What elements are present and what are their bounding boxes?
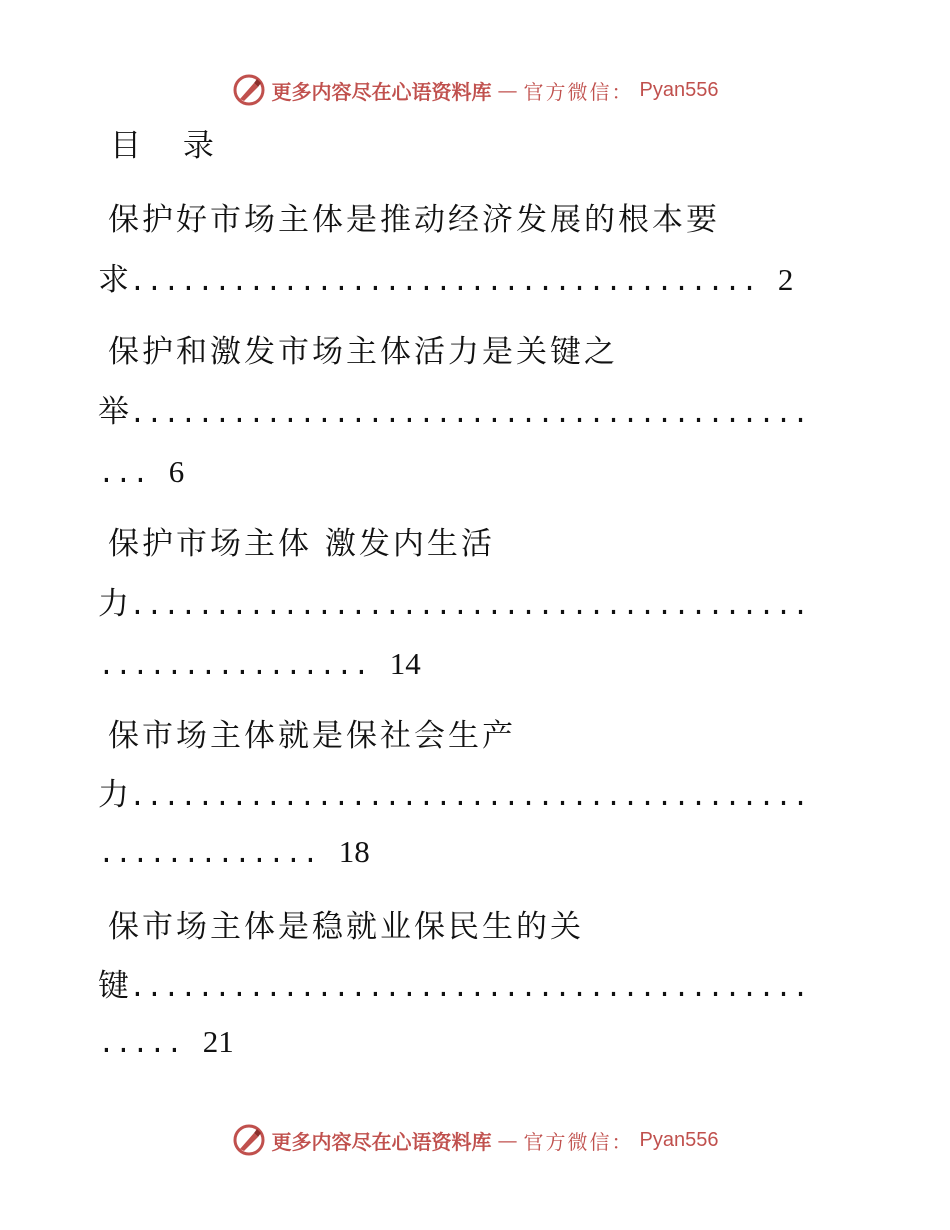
toc-entry-continuation <box>98 642 421 690</box>
toc-entry-last-char: 键 <box>98 968 129 1004</box>
leader-dots: ................ <box>98 652 371 683</box>
toc-entry-continuation <box>98 450 184 498</box>
toc-page-number: 21 <box>202 1024 234 1059</box>
watermark-main-text: 更多内容尽在心语资料库 <box>271 1129 492 1154</box>
toc-entry-leader <box>98 582 858 630</box>
toc-entry-heading: 保护市场主体 激发内生活 <box>108 526 495 562</box>
toc-page-number: 18 <box>338 834 370 869</box>
watermark-wechat-label: 官方微信： <box>523 1129 634 1154</box>
toc-entry-last-char: 求 <box>98 262 129 298</box>
toc-entry-last-char: 举 <box>98 394 129 430</box>
watermark-dash: — <box>497 78 518 102</box>
leader-dots: ........................................ <box>129 783 810 814</box>
watermark-main-text: 更多内容尽在心语资料库 <box>271 79 492 104</box>
toc-entry-leader <box>98 773 858 821</box>
toc-entry-last-char: 力 <box>98 777 129 813</box>
toc-entry-continuation <box>98 830 370 878</box>
watermark-header <box>0 70 950 110</box>
leader-dots: ..... <box>98 1030 184 1061</box>
toc-page-number: 2 <box>777 262 794 297</box>
leader-dots: ............. <box>98 840 320 871</box>
leader-dots: ........................................ <box>129 400 810 431</box>
watermark-footer <box>0 1120 950 1160</box>
toc-entry-heading: 保市场主体就是保社会生产 <box>108 718 516 754</box>
toc-entry-leader <box>98 390 858 438</box>
leader-dots: ... <box>98 460 150 491</box>
toc-entry-heading: 保市场主体是稳就业保民生的关 <box>108 909 584 945</box>
toc-entry-continuation <box>98 1020 234 1068</box>
leader-dots: ........................................ <box>129 974 810 1005</box>
toc-title: 目 录 <box>110 128 230 164</box>
leader-dots: ..................................... <box>129 268 759 299</box>
toc-page-number: 6 <box>168 454 185 489</box>
watermark-wechat-id: Pyan556 <box>639 1128 719 1151</box>
watermark-dash: — <box>497 1128 518 1152</box>
watermark-wechat-label: 官方微信： <box>523 79 634 104</box>
toc-entry-last-char: 力 <box>98 586 129 622</box>
pen-logo-icon <box>232 73 266 107</box>
pen-logo-icon <box>232 1123 266 1157</box>
toc-entry-leader <box>98 258 858 306</box>
watermark-wechat-id: Pyan556 <box>639 78 719 101</box>
toc-entry-heading: 保护和激发市场主体活力是关键之 <box>108 334 618 370</box>
toc-entry-leader <box>98 964 858 1012</box>
toc-page-number: 14 <box>389 646 421 681</box>
leader-dots: ........................................ <box>129 592 810 623</box>
toc-entry-heading: 保护好市场主体是推动经济发展的根本要 <box>108 202 720 238</box>
